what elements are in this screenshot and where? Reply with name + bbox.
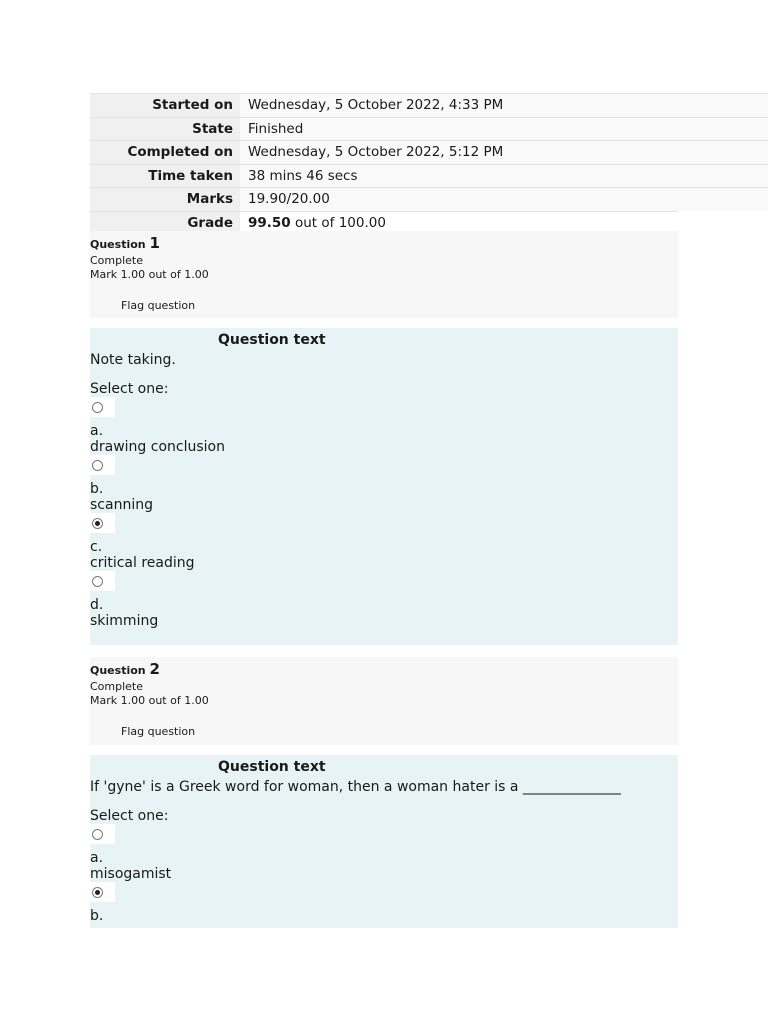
summary-row-completed (90, 140, 768, 164)
select-one-prompt: Select one: (90, 808, 169, 824)
answer-option-b (90, 882, 678, 924)
summary-label: Marks (90, 188, 240, 211)
question-number: Question 1 (90, 234, 160, 252)
answer-option-a (90, 397, 678, 455)
summary-value: Wednesday, 5 October 2022, 4:33 PM (240, 94, 768, 117)
answer-option-d (90, 571, 678, 629)
answer-option-a (90, 824, 678, 882)
option-letter: b. (90, 481, 104, 497)
question-text: Note taking. (90, 352, 176, 368)
summary-value: 38 mins 46 secs (240, 165, 768, 188)
question-text-heading: Question text (218, 759, 326, 775)
summary-label: Time taken (90, 165, 240, 188)
option-text[interactable]: skimming (90, 613, 159, 629)
summary-value: Finished (240, 118, 768, 141)
option-text[interactable]: scanning (90, 497, 153, 513)
summary-label: State (90, 118, 240, 141)
summary-value: Wednesday, 5 October 2022, 5:12 PM (240, 141, 768, 164)
summary-label: Started on (90, 94, 240, 117)
summary-label: Completed on (90, 141, 240, 164)
option-letter: d. (90, 597, 104, 613)
question-info-1 (90, 231, 678, 318)
answer-radio-selected[interactable] (92, 518, 103, 529)
summary-value: 19.90/20.00 (240, 188, 768, 211)
grade-total: out of 100.00 (290, 214, 386, 231)
option-letter: b. (90, 908, 104, 924)
question-state: Complete (90, 254, 144, 267)
select-one-prompt: Select one: (90, 381, 169, 397)
answer-radio-selected[interactable] (92, 887, 103, 898)
answer-radio[interactable] (92, 576, 103, 587)
answer-radio[interactable] (92, 460, 103, 471)
question-content-1 (90, 328, 678, 645)
option-letter: c. (90, 539, 103, 555)
answer-radio[interactable] (92, 402, 103, 413)
flag-question-link[interactable]: Flag question (121, 299, 196, 312)
question-content-2 (90, 755, 678, 928)
option-letter: a. (90, 423, 104, 439)
question-text: If 'gyne' is a Greek word for woman, then a woman hater is a ______________ (90, 779, 621, 795)
question-state: Complete (90, 680, 144, 693)
summary-label: Grade (90, 212, 240, 235)
summary-row-started (90, 93, 768, 117)
option-text[interactable]: critical reading (90, 555, 195, 571)
question-text-heading: Question text (218, 332, 326, 348)
attempt-summary-table (90, 93, 768, 236)
flag-question-link[interactable]: Flag question (121, 725, 196, 738)
question-info-2 (90, 657, 678, 745)
answer-radio[interactable] (92, 829, 103, 840)
grade-score: 99.50 (248, 214, 291, 231)
question-number: Question 2 (90, 660, 160, 678)
summary-row-marks (90, 187, 768, 211)
summary-row-state (90, 117, 768, 141)
option-letter: a. (90, 850, 104, 866)
answer-option-b (90, 455, 678, 513)
answer-option-c (90, 513, 678, 571)
option-text[interactable]: drawing conclusion (90, 439, 225, 455)
option-text[interactable]: misogamist (90, 866, 172, 882)
question-grade: Mark 1.00 out of 1.00 (90, 694, 209, 707)
summary-row-time-taken (90, 164, 768, 188)
question-grade: Mark 1.00 out of 1.00 (90, 268, 209, 281)
